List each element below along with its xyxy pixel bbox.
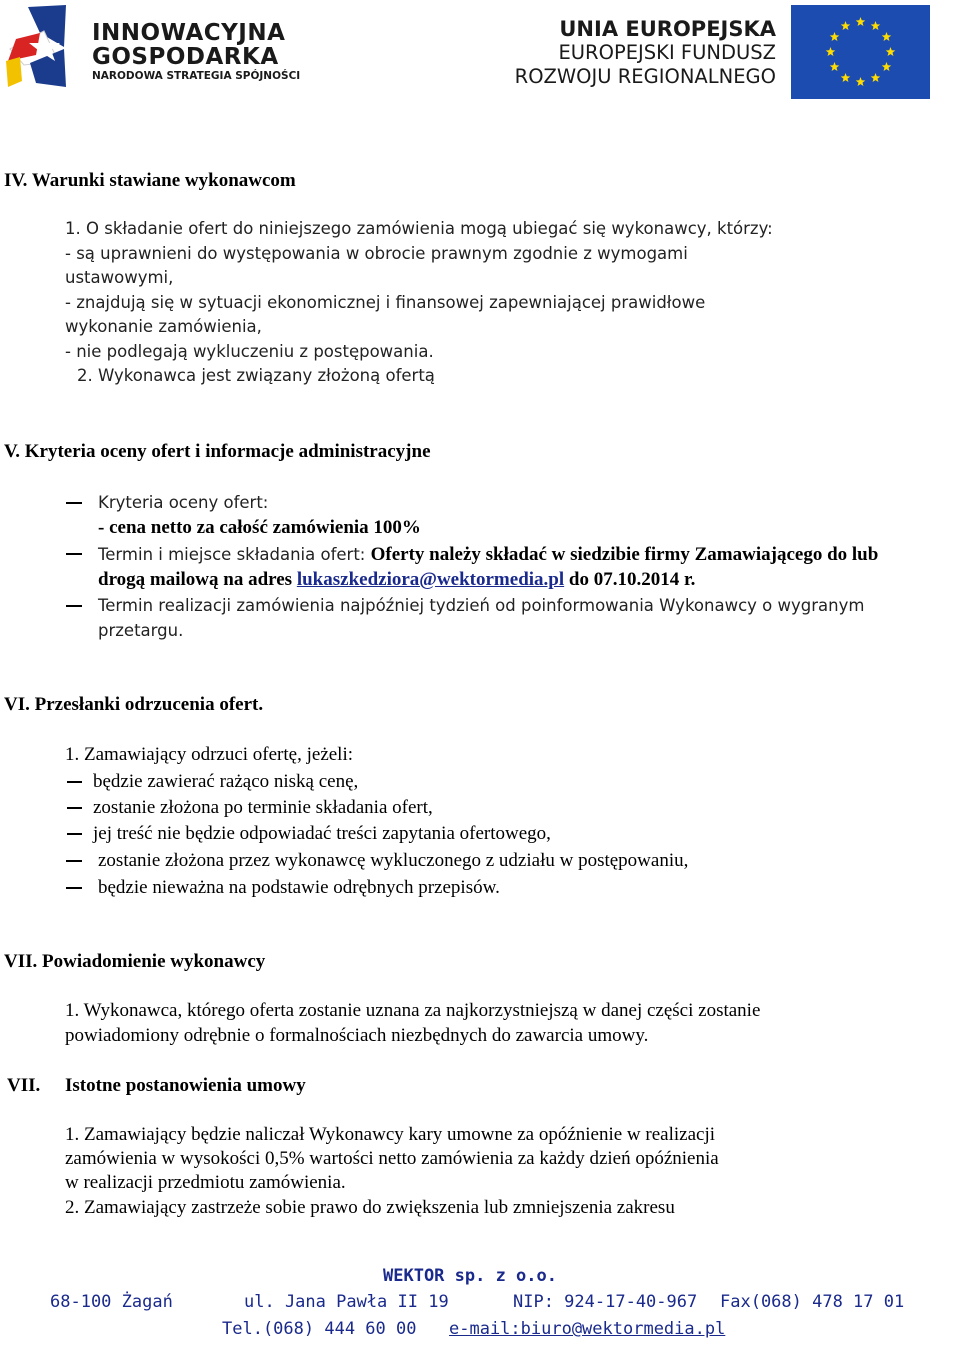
rejection-intro: 1. Zamawiający odrzuci ofertę, jeżeli: bbox=[65, 744, 354, 765]
section-8-heading: Istotne postanowienia umowy bbox=[65, 1075, 306, 1096]
section-4-line-2: - są uprawnieni do występowania w obrocie prawnym zgodnie z wymogami bbox=[65, 243, 688, 263]
submission-label: Termin i miejsce składania ofert: bbox=[98, 545, 371, 564]
notification-line-1: 1. Wykonawca, którego oferta zostanie uznana za najkorzystniejszą w danej części zostanie bbox=[65, 1000, 761, 1021]
unia-europejska-logo bbox=[514, 17, 776, 88]
submission-line-2 bbox=[98, 568, 695, 592]
rejection-item-5: będzie nieważna na podstawie odrębnych przepisów. bbox=[98, 877, 500, 898]
section-4-line-7: 2. Wykonawca jest związany złożoną ofertą bbox=[77, 366, 435, 385]
bullet-dash bbox=[66, 553, 82, 555]
submission-bold: Oferty należy składać w siedzibie firmy Zamawiającego do lub bbox=[370, 544, 879, 565]
section-4-line-4: - znajdują się w sytuacji ekonomicznej i finansowej zapewniającej prawidłowe bbox=[65, 292, 706, 312]
submission-deadline: do 07.10.2014 r. bbox=[564, 569, 696, 590]
footer-email-text: e-mail:biuro@wektormedia.pl bbox=[449, 1319, 726, 1339]
eu-logo-line3: ROZWOJU REGIONALNEGO bbox=[514, 65, 776, 88]
section-4-line-6: - nie podlegają wykluczeniu z postępowania. bbox=[65, 341, 434, 361]
bullet-dash bbox=[67, 781, 82, 783]
ig-logo-line1: INNOWACYJNA bbox=[92, 20, 286, 46]
agreement-line-4: 2. Zamawiający zastrzeże sobie prawo do zwiększenia lub zmniejszenia zakresu bbox=[65, 1197, 675, 1218]
footer-city: 68-100 Żagań bbox=[50, 1292, 173, 1312]
bullet-dash bbox=[67, 833, 82, 835]
ig-logo-line2: GOSPODARKA bbox=[92, 44, 279, 70]
criteria-detail: - cena netto za całość zamówienia 100% bbox=[98, 517, 421, 538]
bullet-dash bbox=[67, 807, 82, 809]
footer-email-link[interactable] bbox=[449, 1319, 725, 1339]
footer-tel: Tel.(068) 444 60 00 bbox=[222, 1319, 417, 1339]
agreement-line-3: w realizacji przedmiotu zamówienia. bbox=[65, 1172, 346, 1193]
criteria-label: Kryteria oceny ofert: bbox=[98, 493, 269, 512]
section-5-heading: V. Kryteria oceny ofert i informacje administracyjne bbox=[4, 441, 431, 462]
innowacyjna-gospodarka-logo bbox=[6, 3, 326, 91]
section-8-number: VII. bbox=[7, 1075, 41, 1096]
realization-line-2: przetargu. bbox=[98, 621, 184, 640]
rejection-item-4: zostanie złożona przez wykonawcę wykluczonego z udziału w postępowaniu, bbox=[98, 850, 689, 871]
footer-nip: NIP: 924-17-40-967 bbox=[513, 1292, 698, 1312]
bullet-dash bbox=[66, 605, 82, 607]
rejection-item-2: zostanie złożona po terminie składania ofert, bbox=[93, 797, 433, 818]
section-6-heading: VI. Przesłanki odrzucenia ofert. bbox=[4, 694, 264, 715]
bullet-dash bbox=[66, 860, 82, 862]
agreement-line-1: 1. Zamawiający będzie naliczał Wykonawcy kary umowne za opóźnienie w realizacji bbox=[65, 1124, 716, 1145]
contact-email-link[interactable]: lukaszkedziora@wektormedia.pl bbox=[296, 569, 565, 590]
eu-logo-line1: UNIA EUROPEJSKA bbox=[559, 17, 776, 41]
footer-fax: Fax(068) 478 17 01 bbox=[720, 1292, 905, 1312]
bullet-dash bbox=[66, 887, 82, 889]
ig-logo-line3: NARODOWA STRATEGIA SPÓJNOŚCI bbox=[92, 70, 301, 82]
notification-line-2: powiadomiony odrębnie o formalnościach niezbędnych do zawarcia umowy. bbox=[65, 1025, 649, 1046]
section-4-line-3: ustawowymi, bbox=[65, 268, 174, 287]
eu-flag-icon bbox=[791, 5, 930, 99]
rejection-item-1: będzie zawierać rażąco niską cenę, bbox=[93, 771, 359, 792]
footer-street: ul. Jana Pawła II 19 bbox=[244, 1292, 449, 1312]
ig-logo-mark-icon bbox=[6, 3, 76, 89]
submission-label-line bbox=[98, 543, 878, 568]
bullet-dash bbox=[66, 502, 82, 504]
section-4-line-5: wykonanie zamówienia, bbox=[65, 317, 262, 336]
realization-line-1: Termin realizacji zamówienia najpóźniej tydzień od poinformowania Wykonawcy o wygranym bbox=[98, 596, 865, 615]
section-4-line-1: 1. O składanie ofert do niniejszego zamówienia mogą ubiegać się wykonawcy, którzy: bbox=[65, 219, 773, 238]
footer-company: WEKTOR sp. z o.o. bbox=[383, 1266, 557, 1286]
rejection-item-3: jej treść nie będzie odpowiadać treści zapytania ofertowego, bbox=[93, 823, 551, 844]
section-4-heading: IV. Warunki stawiane wykonawcom bbox=[4, 170, 296, 191]
agreement-line-2: zamówienia w wysokości 0,5% wartości netto zamówienia za każdy dzień opóźnienia bbox=[65, 1148, 719, 1169]
section-7-heading: VII. Powiadomienie wykonawcy bbox=[4, 951, 266, 972]
submission-prefix: drogą mailową na adres bbox=[98, 569, 297, 590]
eu-logo-line2: EUROPEJSKI FUNDUSZ bbox=[558, 41, 776, 64]
